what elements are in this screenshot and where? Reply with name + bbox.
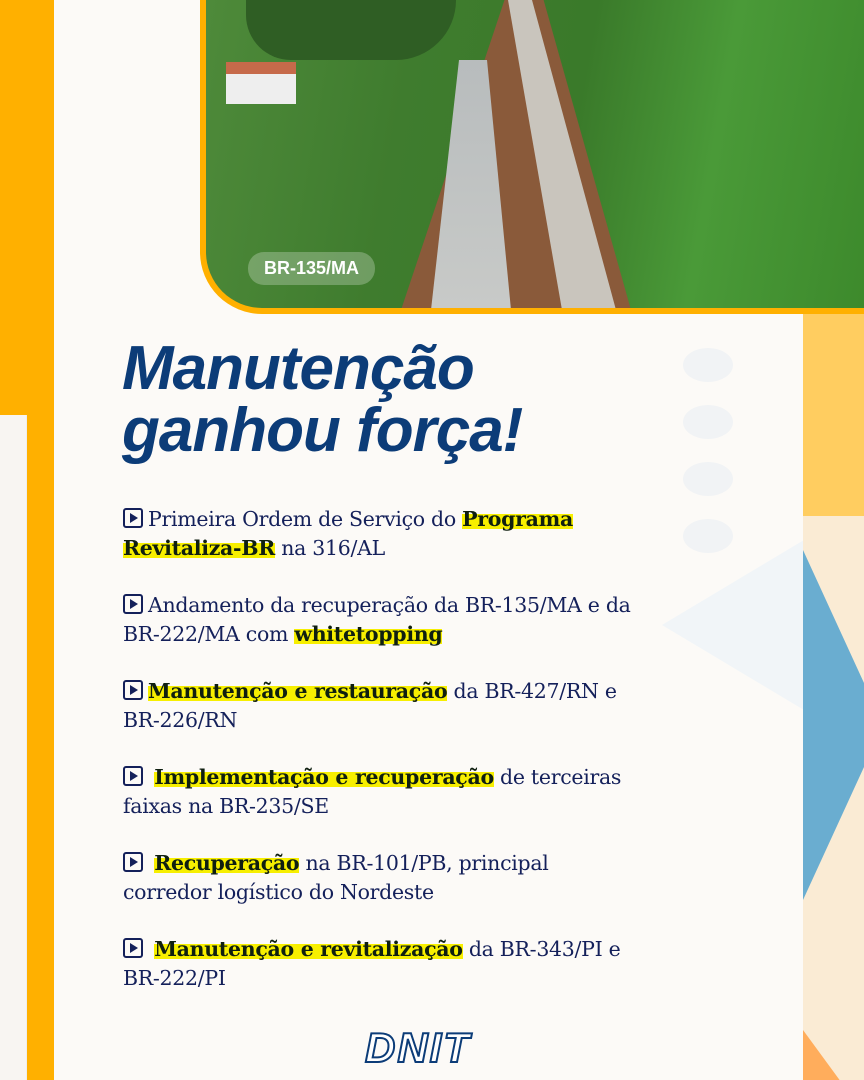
house bbox=[226, 62, 296, 104]
list-item bbox=[123, 505, 643, 563]
background-dot bbox=[683, 519, 733, 553]
item-text: Andamento da recuperação da BR-135/MA e da BR-222/MA com bbox=[123, 593, 631, 646]
play-icon bbox=[123, 508, 143, 528]
page-title bbox=[122, 334, 523, 465]
play-icon bbox=[123, 680, 143, 700]
item-highlight: whitetopping bbox=[294, 622, 443, 646]
item-text: na BR-101/PB, principal corredor logístico do Nordeste bbox=[123, 851, 549, 904]
item-highlight: Implementação e recuperação bbox=[154, 765, 494, 789]
item-highlight: Programa Revitaliza-BR bbox=[123, 507, 574, 560]
title-line-2: ganhou força! bbox=[122, 396, 523, 465]
road-photo bbox=[200, 0, 864, 314]
location-badge: BR-135/MA bbox=[248, 252, 375, 285]
item-text: de terceiras faixas na BR-235/SE bbox=[123, 765, 622, 818]
left-panel bbox=[0, 415, 27, 1080]
background-dot bbox=[683, 462, 733, 496]
play-icon bbox=[123, 938, 143, 958]
background-diamond bbox=[662, 540, 804, 710]
background-dot bbox=[683, 405, 733, 439]
item-highlight: Manutenção e restauração bbox=[148, 679, 448, 703]
highlights-list bbox=[123, 505, 643, 1021]
list-item bbox=[123, 935, 643, 993]
background-dot bbox=[683, 348, 733, 382]
right-orange-block bbox=[803, 310, 864, 516]
item-text: na 316/AL bbox=[275, 536, 385, 560]
trees bbox=[246, 0, 456, 60]
play-icon bbox=[123, 852, 143, 872]
play-icon bbox=[123, 594, 143, 614]
play-icon bbox=[123, 766, 143, 786]
dnit-logo: DNIT bbox=[365, 1024, 471, 1071]
title-line-1: Manutenção bbox=[122, 334, 474, 403]
item-text: da BR-427/RN e BR-226/RN bbox=[123, 679, 617, 732]
item-text: da BR-343/PI e BR-222/PI bbox=[123, 937, 621, 990]
list-item bbox=[123, 591, 643, 649]
item-text: Primeira Ordem de Serviço do bbox=[148, 507, 463, 531]
item-highlight: Recuperação bbox=[154, 851, 300, 875]
list-item bbox=[123, 677, 643, 735]
item-highlight: Manutenção e revitalização bbox=[154, 937, 463, 961]
list-item bbox=[123, 763, 643, 821]
list-item bbox=[123, 849, 643, 907]
